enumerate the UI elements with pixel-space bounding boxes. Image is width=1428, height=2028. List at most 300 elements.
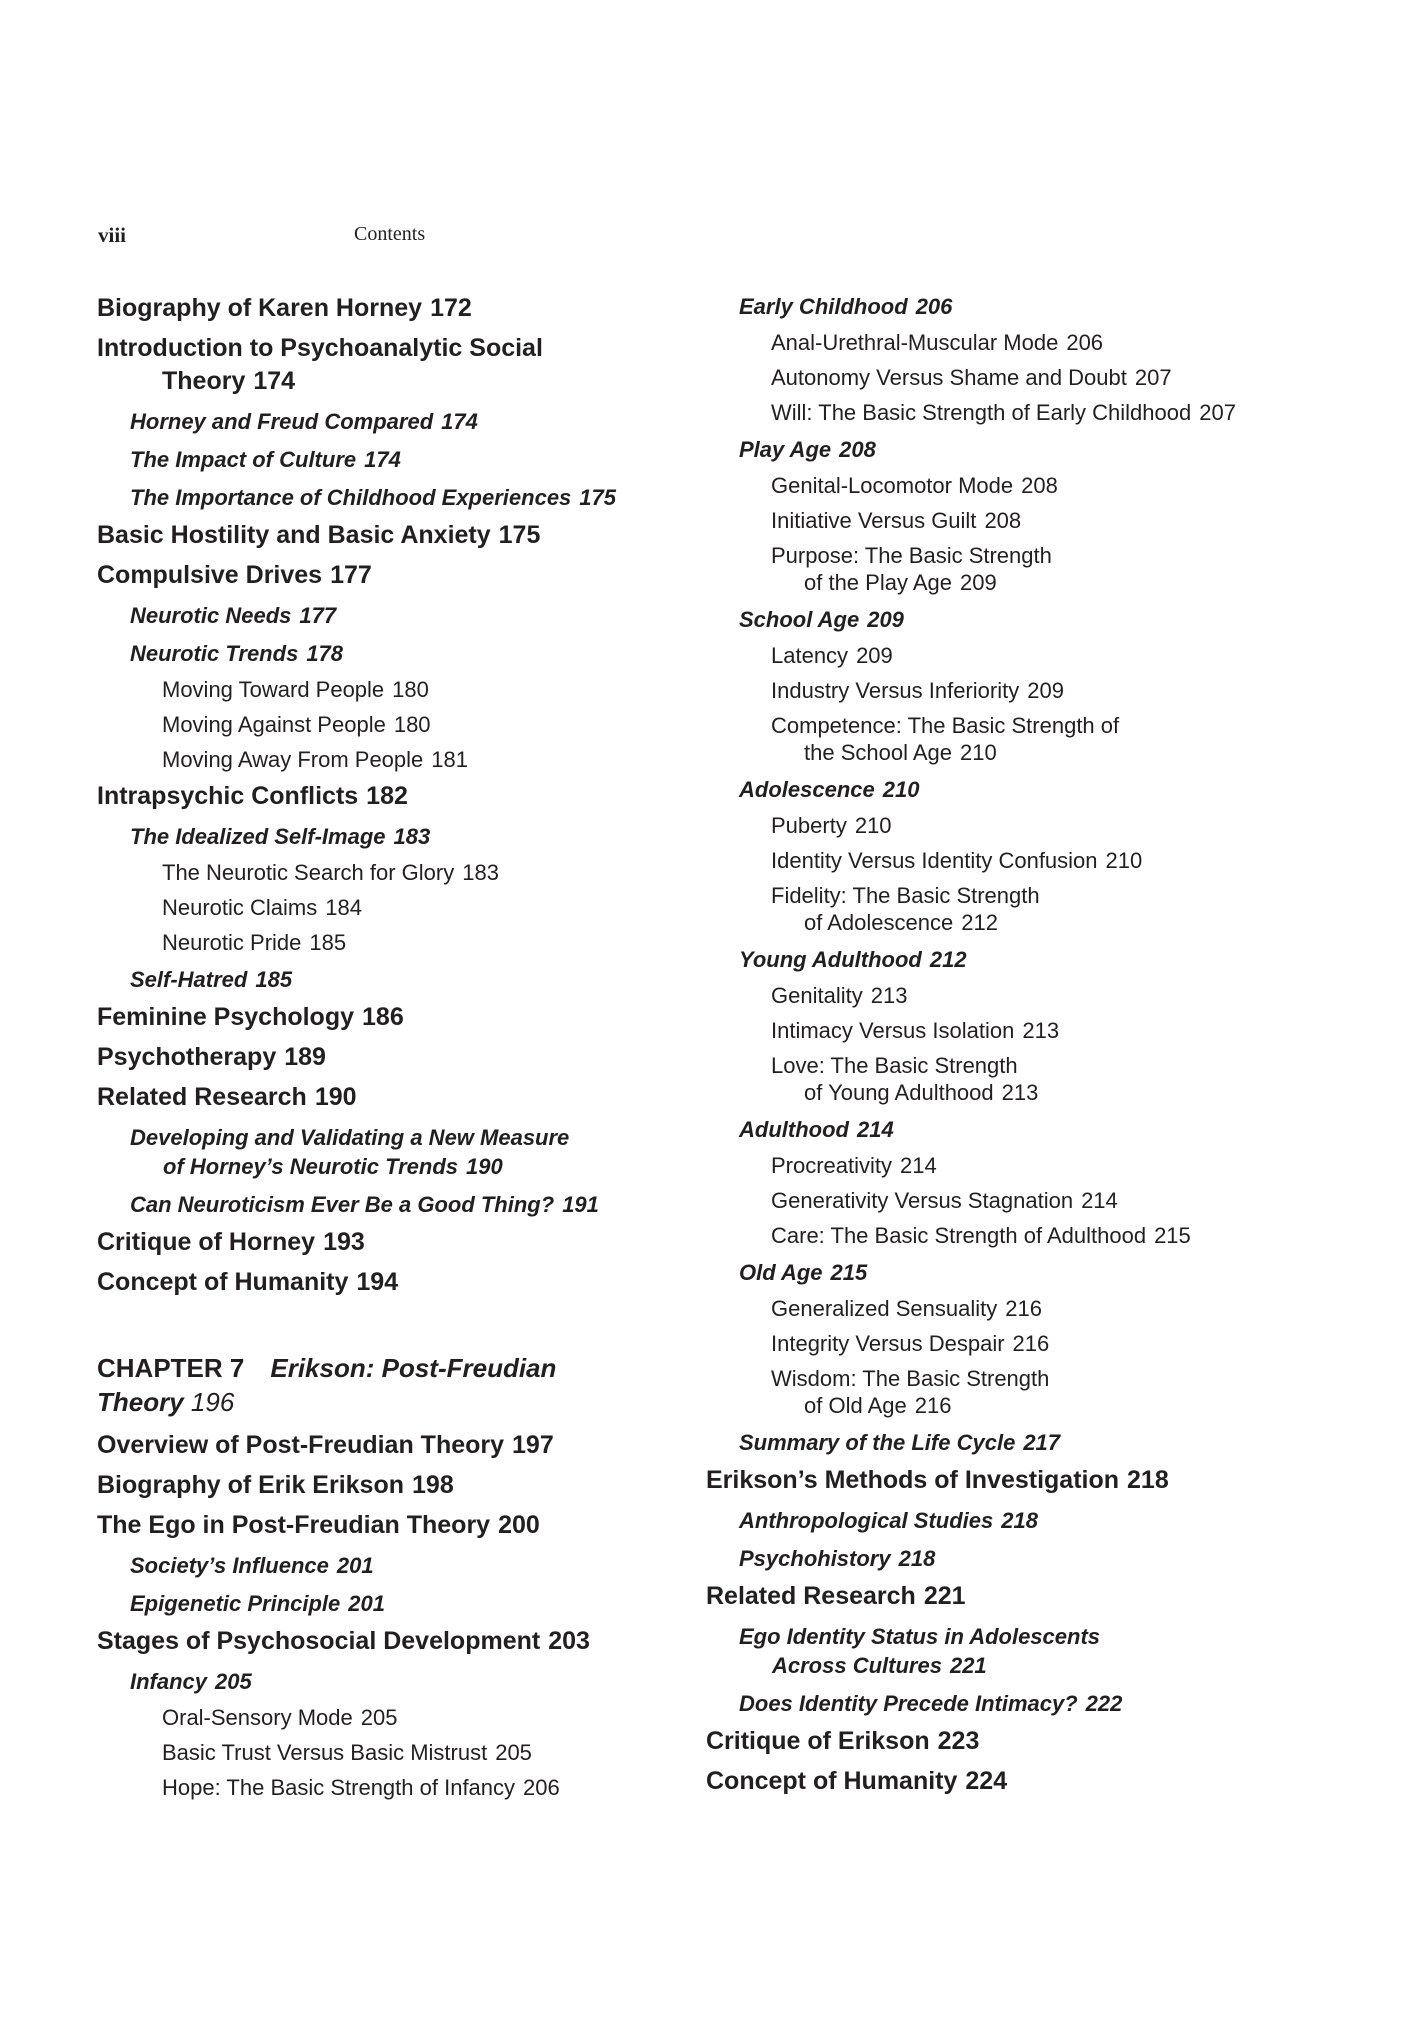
- toc-entry-text: Industry Versus Inferiority: [771, 678, 1020, 703]
- toc-entry-text: Hope: The Basic Strength of Infancy: [162, 1775, 516, 1800]
- toc-entry-level-1: [97, 332, 697, 398]
- toc-page-number: 221: [949, 1653, 987, 1678]
- toc-entry-title: [739, 292, 1326, 321]
- toc-entry-title: [706, 1725, 1326, 1758]
- toc-entry-title: [771, 982, 1326, 1009]
- toc-entry-title: [771, 1187, 1326, 1214]
- toc-entry-title: [771, 1017, 1326, 1044]
- toc-entry-title: [162, 676, 697, 703]
- toc-entry-title: Love: The Basic Strength: [771, 1053, 1018, 1078]
- toc-entry-text: The Impact of Culture: [130, 447, 357, 472]
- toc-entry-title: [706, 1464, 1326, 1497]
- toc-entry-title: [771, 364, 1326, 391]
- toc-entry-title: [771, 642, 1326, 669]
- toc-entry-level-2: [706, 775, 1326, 804]
- toc-entry-title: [97, 1625, 697, 1658]
- toc-entry-text: Oral-Sensory Mode: [162, 1705, 353, 1730]
- toc-entry-level-3: [97, 894, 697, 921]
- toc-entry-title: Introduction to Psychoanalytic Social: [97, 334, 543, 362]
- toc-entry-text: Moving Away From People: [162, 747, 424, 772]
- toc-entry-title: [739, 1689, 1326, 1718]
- toc-entry-level-2: [706, 1544, 1326, 1573]
- toc-entry-level-2: [97, 483, 697, 512]
- toc-entry-level-1: [706, 1725, 1326, 1758]
- toc-page-number: 208: [839, 437, 876, 462]
- toc-page-number: 216: [1012, 1331, 1050, 1356]
- toc-entry-level-3: [706, 1365, 1326, 1419]
- toc-entry-text: Infancy: [130, 1669, 208, 1694]
- toc-entry-text: Theory: [162, 367, 246, 395]
- toc-page-number: 212: [961, 910, 998, 935]
- toc-entry-title: [739, 775, 1326, 804]
- toc-entry-level-2: [97, 822, 697, 851]
- toc-page-number: 175: [579, 485, 617, 510]
- toc-page-number: 200: [498, 1511, 540, 1539]
- toc-entries-erikson-continued: [706, 292, 1326, 1798]
- toc-entry-level-1: [97, 780, 697, 813]
- toc-entry-text: Identity Versus Identity Confusion: [771, 848, 1098, 873]
- toc-entry-text: Overview of Post-Freudian Theory: [97, 1431, 505, 1459]
- toc-entry-text: Society’s Influence: [130, 1553, 329, 1578]
- toc-right-column: [706, 292, 1326, 1798]
- toc-entries-horney: [97, 292, 697, 1299]
- toc-entry-title: [771, 1152, 1326, 1179]
- toc-page-number: 210: [960, 740, 997, 765]
- toc-entry-text: Anthropological Studies: [739, 1508, 994, 1533]
- toc-entry-text: the School Age: [804, 740, 953, 765]
- toc-entry-text: Stages of Psychosocial Development: [97, 1627, 541, 1655]
- toc-entry-level-2: [97, 1667, 697, 1696]
- toc-entry-level-3: [706, 472, 1326, 499]
- toc-entry-level-3: [706, 364, 1326, 391]
- toc-page-number: 183: [462, 860, 499, 885]
- toc-page-number: 224: [965, 1767, 1008, 1795]
- toc-entry-level-2: [97, 445, 697, 474]
- toc-entry-level-2: [706, 1506, 1326, 1535]
- toc-entry-level-1: [97, 1625, 697, 1658]
- toc-entry-level-3: [706, 1152, 1326, 1179]
- toc-page-number: 222: [1085, 1691, 1123, 1716]
- toc-entry-title: [130, 1589, 697, 1618]
- toc-entry-text: Latency: [771, 643, 849, 668]
- toc-page-number: 210: [882, 777, 920, 802]
- toc-entry-level-3: [706, 677, 1326, 704]
- toc-entry-text: Feminine Psychology: [97, 1003, 355, 1031]
- toc-page-number: 214: [900, 1153, 937, 1178]
- chapter-label: CHAPTER 7: [97, 1353, 245, 1383]
- toc-page-number: 210: [854, 813, 892, 838]
- toc-entry-title: [771, 569, 1326, 596]
- toc-entry-title: [130, 822, 697, 851]
- toc-entry-text: Across Cultures: [772, 1653, 942, 1678]
- toc-entry-title: [130, 965, 697, 994]
- toc-entry-level-3: [706, 812, 1326, 839]
- toc-page-number: 218: [898, 1546, 936, 1571]
- toc-page-number: 184: [325, 895, 362, 920]
- toc-entry-level-1: [97, 1001, 697, 1034]
- toc-page-number: 183: [393, 824, 431, 849]
- toc-entry-title: Fidelity: The Basic Strength: [771, 883, 1040, 908]
- toc-page-number: 174: [364, 447, 401, 472]
- toc-entry-level-3: [97, 1739, 697, 1766]
- toc-entry-level-3: [706, 1052, 1326, 1106]
- toc-entry-title: [739, 605, 1326, 634]
- toc-entry-level-1: [706, 1580, 1326, 1613]
- toc-entry-text: School Age: [739, 607, 860, 632]
- toc-entry-title: [771, 507, 1326, 534]
- toc-entry-text: Critique of Erikson: [706, 1727, 930, 1755]
- toc-page-number: 172: [430, 294, 472, 322]
- toc-entry-title: [771, 1222, 1326, 1249]
- toc-entry-level-3: [706, 882, 1326, 936]
- toc-page-number: 201: [336, 1553, 374, 1578]
- toc-page-number: 201: [348, 1591, 385, 1616]
- toc-entry-level-1: [97, 1081, 697, 1114]
- toc-entry-text: Puberty: [771, 813, 847, 838]
- toc-entry-title: [130, 483, 697, 512]
- toc-entry-level-2: [97, 601, 697, 630]
- toc-entry-title: [97, 1226, 697, 1259]
- toc-entry-text: of Young Adulthood: [804, 1080, 994, 1105]
- toc-entry-text: Care: The Basic Strength of Adulthood: [771, 1223, 1147, 1248]
- toc-entry-title: [130, 407, 697, 436]
- chapter-title-line2: Theory: [97, 1387, 184, 1417]
- toc-entry-title: [771, 399, 1326, 426]
- toc-entry-title: [739, 435, 1326, 464]
- toc-entry-title: [97, 559, 697, 592]
- toc-entry-text: Neurotic Trends: [130, 641, 299, 666]
- toc-entry-level-3: [706, 1017, 1326, 1044]
- toc-entry-text: The Importance of Childhood Experiences: [130, 485, 572, 510]
- toc-entry-title: [97, 1469, 697, 1502]
- toc-page-number: 207: [1134, 365, 1172, 390]
- toc-entry-level-3: [97, 711, 697, 738]
- toc-entry-title: [97, 1001, 697, 1034]
- toc-entry-title: [739, 1651, 1326, 1680]
- toc-left-column: [97, 292, 697, 1801]
- toc-entry-level-2: [97, 1589, 697, 1618]
- toc-entry-text: Anal-Urethral-Muscular Mode: [771, 330, 1059, 355]
- chapter-page-number: 196: [190, 1387, 235, 1417]
- toc-page-number: 185: [309, 930, 347, 955]
- toc-page-number: 214: [856, 1117, 894, 1142]
- toc-page-number: 180: [392, 677, 429, 702]
- toc-page-number: 182: [366, 782, 408, 810]
- toc-entry-level-2: [97, 407, 697, 436]
- toc-entry-level-2: [97, 965, 697, 994]
- toc-entry-title: [97, 1429, 697, 1462]
- toc-page-number: 178: [306, 641, 344, 666]
- toc-entry-text: Concept of Humanity: [97, 1268, 349, 1296]
- toc-entry-level-2: [706, 1622, 1326, 1680]
- toc-entry-text: Biography of Erik Erikson: [97, 1471, 405, 1499]
- page-number: viii: [98, 223, 127, 247]
- toc-page-number: 210: [1105, 848, 1143, 873]
- toc-entry-text: Genital-Locomotor Mode: [771, 473, 1014, 498]
- toc-entry-level-2: [706, 945, 1326, 974]
- chapter-heading: [97, 1351, 697, 1419]
- toc-entry-text: Critique of Horney: [97, 1228, 316, 1256]
- toc-entry-level-2: [706, 292, 1326, 321]
- toc-entry-level-3: [706, 1222, 1326, 1249]
- toc-entry-text: Moving Against People: [162, 712, 386, 737]
- toc-page-number: 189: [284, 1043, 326, 1071]
- toc-page-number: 175: [498, 521, 541, 549]
- toc-entry-text: Moving Toward People: [162, 677, 385, 702]
- toc-entry-level-1: [97, 1469, 697, 1502]
- toc-entry-level-1: [97, 1226, 697, 1259]
- toc-entry-level-1: [97, 559, 697, 592]
- toc-page-number: 181: [431, 747, 468, 772]
- toc-entry-text: Will: The Basic Strength of Early Childhood: [771, 400, 1192, 425]
- toc-page-number: 174: [441, 409, 478, 434]
- toc-entry-level-3: [706, 712, 1326, 766]
- toc-entry-level-1: [97, 292, 697, 325]
- chapter-title-line1: Erikson: Post-Freudian: [270, 1353, 557, 1383]
- toc-page-number: 206: [1066, 330, 1104, 355]
- toc-entry-text: Neurotic Pride: [162, 930, 302, 955]
- toc-entry-level-3: [97, 859, 697, 886]
- toc-entry-text: Play Age: [739, 437, 832, 462]
- toc-page-number: 213: [1001, 1080, 1039, 1105]
- toc-page-number: 215: [1154, 1223, 1191, 1248]
- toc-page-number: 221: [923, 1582, 966, 1610]
- toc-entry-text: Basic Trust Versus Basic Mistrust: [162, 1740, 488, 1765]
- toc-entry-title: [771, 1330, 1326, 1357]
- toc-entry-text: Psychohistory: [739, 1546, 891, 1571]
- toc-entry-text: Procreativity: [771, 1153, 893, 1178]
- toc-entry-text: Generalized Sensuality: [771, 1296, 998, 1321]
- toc-entry-level-2: [706, 1428, 1326, 1457]
- toc-entry-text: Integrity Versus Despair: [771, 1331, 1005, 1356]
- toc-page-number: 190: [314, 1083, 357, 1111]
- toc-page-number: 177: [299, 603, 337, 628]
- toc-entry-level-3: [97, 929, 697, 956]
- toc-entry-title: Wisdom: The Basic Strength: [771, 1366, 1050, 1391]
- toc-entry-title: [130, 639, 697, 668]
- toc-entry-text: Concept of Humanity: [706, 1767, 958, 1795]
- toc-entry-level-3: [97, 676, 697, 703]
- toc-entry-text: Summary of the Life Cycle: [739, 1430, 1016, 1455]
- toc-entry-title: [162, 929, 697, 956]
- toc-entry-text: Biography of Karen Horney: [97, 294, 423, 322]
- toc-page-number: 205: [495, 1740, 532, 1765]
- toc-entry-title: [130, 445, 697, 474]
- toc-entry-text: of Adolescence: [804, 910, 954, 935]
- toc-entry-title: Purpose: The Basic Strength: [771, 543, 1052, 568]
- toc-entry-text: Neurotic Claims: [162, 895, 318, 920]
- toc-entry-level-2: [706, 1689, 1326, 1718]
- toc-entry-title: [97, 1081, 697, 1114]
- toc-entry-text: Related Research: [706, 1582, 916, 1610]
- toc-entry-level-3: [97, 1704, 697, 1731]
- toc-page-number: 216: [1005, 1296, 1042, 1321]
- toc-page-number: 223: [937, 1727, 980, 1755]
- toc-entry-text: Psychotherapy: [97, 1043, 277, 1071]
- toc-page-number: 193: [323, 1228, 365, 1256]
- toc-entry-level-3: [706, 1330, 1326, 1357]
- toc-page-number: 206: [915, 294, 953, 319]
- toc-entry-text: The Ego in Post-Freudian Theory: [97, 1511, 491, 1539]
- toc-entry-title: [97, 780, 697, 813]
- toc-entry-text: Horney and Freud Compared: [130, 409, 434, 434]
- toc-entry-text: Early Childhood: [739, 294, 908, 319]
- toc-page-number: 209: [960, 570, 997, 595]
- toc-entry-level-3: [97, 1774, 697, 1801]
- toc-page-number: 198: [412, 1471, 454, 1499]
- toc-page-number: 216: [914, 1393, 952, 1418]
- toc-entry-text: Intrapsychic Conflicts: [97, 782, 359, 810]
- toc-entry-text: Old Age: [739, 1260, 823, 1285]
- toc-entry-text: Does Identity Precede Intimacy?: [739, 1691, 1078, 1716]
- toc-page-number: 205: [215, 1669, 252, 1694]
- toc-entry-text: Autonomy Versus Shame and Doubt: [771, 365, 1127, 390]
- toc-page-number: 214: [1081, 1188, 1118, 1213]
- toc-entry-text: of Old Age: [804, 1393, 907, 1418]
- toc-entry-text: Neurotic Needs: [130, 603, 292, 628]
- toc-page-number: 206: [523, 1775, 560, 1800]
- toc-page-number: 190: [466, 1154, 503, 1179]
- toc-entry-title: [130, 1667, 697, 1696]
- toc-entry-level-2: [97, 1123, 697, 1181]
- toc-entry-level-2: [706, 1115, 1326, 1144]
- toc-entry-text: Intimacy Versus Isolation: [771, 1018, 1015, 1043]
- toc-page-number: 218: [1127, 1466, 1169, 1494]
- toc-page-number: 217: [1023, 1430, 1061, 1455]
- toc-entry-title: [162, 1739, 697, 1766]
- toc-page-number: 212: [929, 947, 967, 972]
- toc-entry-level-2: [706, 435, 1326, 464]
- toc-entry-level-3: [706, 982, 1326, 1009]
- toc-page-number: 209: [1027, 678, 1064, 703]
- toc-entry-text: of Horney’s Neurotic Trends: [163, 1154, 459, 1179]
- toc-entry-level-2: [706, 1258, 1326, 1287]
- toc-page-number: 205: [360, 1705, 398, 1730]
- toc-page-number: 209: [867, 607, 904, 632]
- toc-entry-level-3: [706, 329, 1326, 356]
- toc-entry-text: Compulsive Drives: [97, 561, 323, 589]
- toc-entry-title: [162, 894, 697, 921]
- toc-page-number: 207: [1199, 400, 1236, 425]
- toc-entry-title: [162, 1704, 697, 1731]
- toc-page-number: 174: [253, 367, 296, 395]
- toc-entry-level-3: [706, 507, 1326, 534]
- toc-entry-text: Adolescence: [739, 777, 875, 802]
- toc-entry-title: [739, 1428, 1326, 1457]
- toc-entry-text: Generativity Versus Stagnation: [771, 1188, 1074, 1213]
- toc-entry-title: [771, 812, 1326, 839]
- toc-entry-title: [162, 1774, 697, 1801]
- toc-entry-title: [739, 1544, 1326, 1573]
- toc-entry-text: Basic Hostility and Basic Anxiety: [97, 521, 491, 549]
- toc-entry-title: [706, 1765, 1326, 1798]
- toc-entry-title: Competence: The Basic Strength of: [771, 713, 1120, 738]
- toc-entry-text: The Neurotic Search for Glory: [162, 860, 455, 885]
- toc-entry-title: [130, 1551, 697, 1580]
- toc-entry-title: [739, 945, 1326, 974]
- toc-entry-title: [130, 601, 697, 630]
- toc-entry-text: Epigenetic Principle: [130, 1591, 341, 1616]
- toc-entry-title: Developing and Validating a New Measure: [130, 1125, 570, 1150]
- toc-entry-level-3: [706, 642, 1326, 669]
- toc-entry-level-1: [97, 1041, 697, 1074]
- toc-entry-title: [97, 1041, 697, 1074]
- toc-entry-text: Can Neuroticism Ever Be a Good Thing?: [130, 1192, 555, 1217]
- toc-entry-title: Ego Identity Status in Adolescents: [739, 1624, 1101, 1649]
- toc-page-number: 186: [362, 1003, 404, 1031]
- toc-entry-title: [97, 292, 697, 325]
- toc-entry-title: [771, 909, 1326, 936]
- toc-entry-title: [97, 1266, 697, 1299]
- toc-entry-level-2: [97, 639, 697, 668]
- toc-page-number: 185: [255, 967, 293, 992]
- toc-entry-level-3: [706, 399, 1326, 426]
- toc-entry-title: [771, 1079, 1326, 1106]
- toc-entry-text: The Idealized Self-Image: [130, 824, 386, 849]
- toc-entry-level-1: [97, 1429, 697, 1462]
- toc-page-number: 177: [330, 561, 372, 589]
- toc-entry-title: [771, 739, 1326, 766]
- toc-entry-level-3: [706, 542, 1326, 596]
- toc-entry-level-1: [97, 1266, 697, 1299]
- toc-entry-level-1: [706, 1464, 1326, 1497]
- toc-entry-title: [130, 1190, 697, 1219]
- toc-page-number: 209: [856, 643, 893, 668]
- toc-entry-level-3: [706, 847, 1326, 874]
- toc-page-number: 203: [548, 1627, 590, 1655]
- toc-entry-title: [739, 1258, 1326, 1287]
- toc-entry-title: [130, 1152, 697, 1181]
- toc-page-number: 208: [1021, 473, 1058, 498]
- toc-page-number: 218: [1001, 1508, 1038, 1533]
- toc-entry-level-1: [97, 519, 697, 552]
- toc-page-number: 194: [356, 1268, 399, 1296]
- toc-page-number: 213: [870, 983, 908, 1008]
- toc-page-number: 215: [830, 1260, 868, 1285]
- toc-entry-title: [97, 1509, 697, 1542]
- toc-entry-level-3: [97, 746, 697, 773]
- toc-entry-title: [162, 859, 697, 886]
- running-head-title: Contents: [354, 223, 426, 245]
- toc-entry-title: [739, 1506, 1326, 1535]
- toc-entry-text: Erikson’s Methods of Investigation: [706, 1466, 1120, 1494]
- toc-entry-title: [771, 472, 1326, 499]
- toc-page-number: 180: [393, 712, 431, 737]
- toc-entry-level-3: [706, 1295, 1326, 1322]
- toc-entry-title: [771, 847, 1326, 874]
- toc-entry-title: [771, 677, 1326, 704]
- toc-page-number: 191: [562, 1192, 599, 1217]
- toc-entry-title: [771, 329, 1326, 356]
- toc-entry-text: Related Research: [97, 1083, 307, 1111]
- toc-entry-level-1: [706, 1765, 1326, 1798]
- toc-entry-text: Young Adulthood: [739, 947, 922, 972]
- toc-entry-title: [162, 746, 697, 773]
- toc-entry-level-2: [97, 1551, 697, 1580]
- toc-entry-title: [97, 519, 697, 552]
- toc-entry-title: [162, 711, 697, 738]
- toc-entry-text: of the Play Age: [804, 570, 952, 595]
- toc-entry-title: [97, 365, 697, 398]
- toc-entry-level-3: [706, 1187, 1326, 1214]
- toc-entry-title: [739, 1115, 1326, 1144]
- toc-page-number: 208: [984, 508, 1022, 533]
- toc-page-number: 213: [1022, 1018, 1060, 1043]
- toc-entry-title: [771, 1295, 1326, 1322]
- toc-page-number: 197: [512, 1431, 554, 1459]
- toc-entry-level-1: [97, 1509, 697, 1542]
- toc-entry-text: Adulthood: [739, 1117, 849, 1142]
